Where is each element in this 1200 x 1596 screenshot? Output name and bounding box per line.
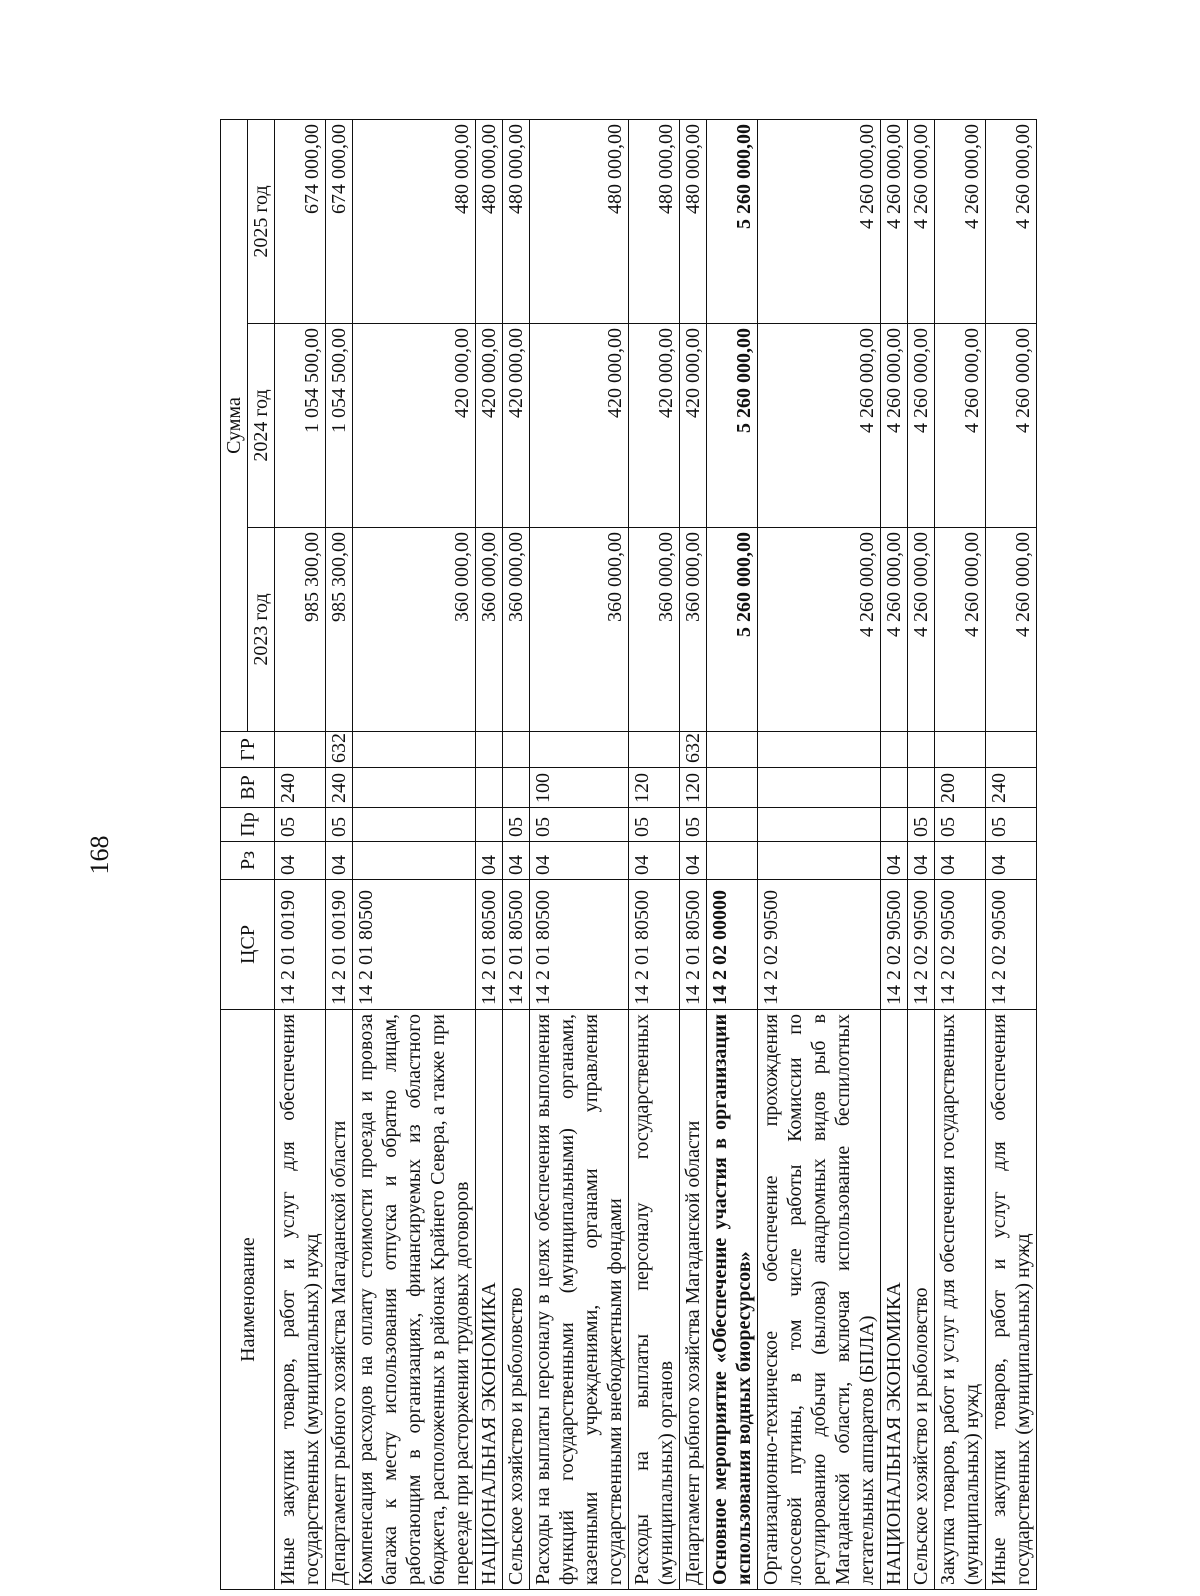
header-name: Наименование bbox=[221, 1010, 275, 1590]
page-number: 168 bbox=[85, 835, 114, 875]
cell-2025: 4 260 000,00 bbox=[986, 119, 1037, 323]
cell-2023: 4 260 000,00 bbox=[758, 528, 881, 732]
cell-pr bbox=[881, 808, 908, 842]
table-row bbox=[530, 119, 629, 1589]
cell-name: Департамент рыбного хозяйства Магаданской области bbox=[326, 1010, 353, 1590]
cell-2025: 480 000,00 bbox=[629, 119, 680, 323]
header-csr: ЦСР bbox=[221, 880, 275, 1010]
cell-rz: 04 bbox=[908, 842, 935, 880]
header-year-2025: 2025 год bbox=[248, 119, 275, 323]
cell-name: Организационно-техническое обеспечение прохождения лососевой путины, в том числе работы Комиссии по регулированию добычи (вылова) анадромных видов рыб в Магаданской области, включая использование беспилотных летательных аппаратов (БПЛА) bbox=[758, 1010, 881, 1590]
cell-pr: 05 bbox=[503, 808, 530, 842]
cell-rz: 04 bbox=[326, 842, 353, 880]
cell-2023: 360 000,00 bbox=[353, 528, 476, 732]
cell-2024: 4 260 000,00 bbox=[758, 324, 881, 528]
cell-csr: 14 2 01 80500 bbox=[476, 880, 503, 1010]
cell-csr: 14 2 01 00190 bbox=[326, 880, 353, 1010]
cell-gr bbox=[935, 732, 986, 768]
cell-vr bbox=[881, 768, 908, 808]
cell-csr: 14 2 01 80500 bbox=[503, 880, 530, 1010]
cell-2025: 4 260 000,00 bbox=[758, 119, 881, 323]
cell-csr: 14 2 02 00000 bbox=[707, 880, 758, 1010]
cell-2023: 4 260 000,00 bbox=[986, 528, 1037, 732]
cell-vr: 240 bbox=[275, 768, 326, 808]
cell-pr: 05 bbox=[275, 808, 326, 842]
table-row bbox=[758, 119, 881, 1589]
cell-2023: 360 000,00 bbox=[503, 528, 530, 732]
cell-2024: 420 000,00 bbox=[353, 324, 476, 528]
cell-rz: 04 bbox=[935, 842, 986, 880]
cell-name: Компенсация расходов на оплату стоимости проезда и провоза багажа к месту использования отпуска и обратно лицам, работающим в организациях, финансируемых из областного бюджета, расположенных в районах Крайнего Севера, а также при переезде при расторжении трудовых договоров bbox=[353, 1010, 476, 1590]
cell-csr: 14 2 01 80500 bbox=[530, 880, 629, 1010]
cell-name: НАЦИОНАЛЬНАЯ ЭКОНОМИКА bbox=[881, 1010, 908, 1590]
header-pr: Пр bbox=[221, 808, 275, 842]
cell-pr: 05 bbox=[629, 808, 680, 842]
header-year-2024: 2024 год bbox=[248, 324, 275, 528]
cell-pr bbox=[707, 808, 758, 842]
table-row bbox=[353, 119, 476, 1589]
cell-vr bbox=[758, 768, 881, 808]
cell-2023: 360 000,00 bbox=[530, 528, 629, 732]
cell-rz: 04 bbox=[275, 842, 326, 880]
table-row bbox=[908, 119, 935, 1589]
cell-2023: 985 300,00 bbox=[275, 528, 326, 732]
cell-pr: 05 bbox=[530, 808, 629, 842]
cell-2025: 4 260 000,00 bbox=[908, 119, 935, 323]
cell-rz: 04 bbox=[680, 842, 707, 880]
cell-2025: 674 000,00 bbox=[275, 119, 326, 323]
cell-2024: 420 000,00 bbox=[503, 324, 530, 528]
cell-2025: 480 000,00 bbox=[353, 119, 476, 323]
cell-rz: 04 bbox=[881, 842, 908, 880]
cell-2024: 1 054 500,00 bbox=[326, 324, 353, 528]
cell-pr: 05 bbox=[935, 808, 986, 842]
cell-gr bbox=[908, 732, 935, 768]
cell-2024: 420 000,00 bbox=[680, 324, 707, 528]
cell-2023: 5 260 000,00 bbox=[707, 528, 758, 732]
cell-csr: 14 2 02 90500 bbox=[986, 880, 1037, 1010]
header-vr: ВР bbox=[221, 768, 275, 808]
cell-gr bbox=[629, 732, 680, 768]
cell-2025: 674 000,00 bbox=[326, 119, 353, 323]
cell-name: НАЦИОНАЛЬНАЯ ЭКОНОМИКА bbox=[476, 1010, 503, 1590]
header-row-1 bbox=[221, 119, 248, 1589]
rotated-document bbox=[220, 120, 1110, 1590]
cell-pr: 05 bbox=[986, 808, 1037, 842]
cell-vr bbox=[476, 768, 503, 808]
cell-vr: 120 bbox=[680, 768, 707, 808]
cell-2023: 360 000,00 bbox=[476, 528, 503, 732]
cell-csr: 14 2 01 80500 bbox=[680, 880, 707, 1010]
cell-2025: 480 000,00 bbox=[530, 119, 629, 323]
cell-pr: 05 bbox=[908, 808, 935, 842]
cell-vr: 120 bbox=[629, 768, 680, 808]
cell-vr: 100 bbox=[530, 768, 629, 808]
cell-rz: 04 bbox=[530, 842, 629, 880]
cell-name: Расходы на выплаты персоналу государственных (муниципальных) органов bbox=[629, 1010, 680, 1590]
cell-pr bbox=[353, 808, 476, 842]
cell-2025: 480 000,00 bbox=[680, 119, 707, 323]
cell-gr bbox=[476, 732, 503, 768]
cell-2025: 480 000,00 bbox=[503, 119, 530, 323]
cell-name: Иные закупки товаров, работ и услуг для обеспечения государственных (муниципальных) нужд bbox=[275, 1010, 326, 1590]
cell-2023: 4 260 000,00 bbox=[881, 528, 908, 732]
cell-2024: 4 260 000,00 bbox=[935, 324, 986, 528]
cell-2023: 985 300,00 bbox=[326, 528, 353, 732]
cell-vr bbox=[707, 768, 758, 808]
header-rz: Рз bbox=[221, 842, 275, 880]
cell-2024: 4 260 000,00 bbox=[908, 324, 935, 528]
cell-gr bbox=[986, 732, 1037, 768]
table-row bbox=[326, 119, 353, 1589]
cell-pr: 05 bbox=[326, 808, 353, 842]
cell-csr: 14 2 02 90500 bbox=[881, 880, 908, 1010]
cell-2025: 4 260 000,00 bbox=[935, 119, 986, 323]
cell-2024: 4 260 000,00 bbox=[881, 324, 908, 528]
cell-name: Расходы на выплаты персоналу в целях обеспечения выполнения функций государственными (муниципальными) органами, казенными учреждениями, органами управления государственными внебюджетными фондами bbox=[530, 1010, 629, 1590]
cell-2023: 4 260 000,00 bbox=[908, 528, 935, 732]
cell-csr: 14 2 01 00190 bbox=[275, 880, 326, 1010]
table-row bbox=[707, 119, 758, 1589]
cell-2024: 4 260 000,00 bbox=[986, 324, 1037, 528]
cell-name: Закупка товаров, работ и услуг для обеспечения государственных (муниципальных) нужд bbox=[935, 1010, 986, 1590]
cell-2025: 4 260 000,00 bbox=[881, 119, 908, 323]
cell-gr bbox=[758, 732, 881, 768]
table-row bbox=[629, 119, 680, 1589]
cell-gr: 632 bbox=[680, 732, 707, 768]
cell-name: Основное мероприятие «Обеспечение участия в организации использования водных биоресурсов» bbox=[707, 1010, 758, 1590]
cell-csr: 14 2 01 80500 bbox=[629, 880, 680, 1010]
cell-name: Департамент рыбного хозяйства Магаданской области bbox=[680, 1010, 707, 1590]
cell-2024: 420 000,00 bbox=[476, 324, 503, 528]
cell-gr: 632 bbox=[326, 732, 353, 768]
cell-2023: 360 000,00 bbox=[629, 528, 680, 732]
table-row bbox=[986, 119, 1037, 1589]
cell-gr bbox=[707, 732, 758, 768]
cell-gr bbox=[881, 732, 908, 768]
cell-gr bbox=[275, 732, 326, 768]
table-row bbox=[881, 119, 908, 1589]
cell-2024: 420 000,00 bbox=[629, 324, 680, 528]
cell-rz: 04 bbox=[503, 842, 530, 880]
cell-2023: 4 260 000,00 bbox=[935, 528, 986, 732]
cell-rz: 04 bbox=[629, 842, 680, 880]
cell-vr: 200 bbox=[935, 768, 986, 808]
cell-2024: 420 000,00 bbox=[530, 324, 629, 528]
table-row bbox=[476, 119, 503, 1589]
header-sum: Сумма bbox=[221, 119, 248, 731]
cell-gr bbox=[353, 732, 476, 768]
cell-pr: 05 bbox=[680, 808, 707, 842]
cell-name: Иные закупки товаров, работ и услуг для обеспечения государственных (муниципальных) нужд bbox=[986, 1010, 1037, 1590]
cell-rz bbox=[758, 842, 881, 880]
cell-rz bbox=[353, 842, 476, 880]
cell-vr bbox=[353, 768, 476, 808]
cell-csr: 14 2 02 90500 bbox=[908, 880, 935, 1010]
cell-csr: 14 2 02 90500 bbox=[935, 880, 986, 1010]
cell-vr: 240 bbox=[326, 768, 353, 808]
table-body bbox=[275, 119, 1037, 1589]
cell-2025: 480 000,00 bbox=[476, 119, 503, 323]
budget-table bbox=[220, 119, 1037, 1590]
header-year-2023: 2023 год bbox=[248, 528, 275, 732]
header-gr: ГР bbox=[221, 732, 275, 768]
cell-vr bbox=[908, 768, 935, 808]
cell-pr bbox=[476, 808, 503, 842]
cell-2025: 5 260 000,00 bbox=[707, 119, 758, 323]
cell-2023: 360 000,00 bbox=[680, 528, 707, 732]
cell-rz: 04 bbox=[986, 842, 1037, 880]
cell-csr: 14 2 02 90500 bbox=[758, 880, 881, 1010]
table-row bbox=[503, 119, 530, 1589]
cell-vr: 240 bbox=[986, 768, 1037, 808]
cell-2024: 1 054 500,00 bbox=[275, 324, 326, 528]
cell-pr bbox=[758, 808, 881, 842]
cell-gr bbox=[530, 732, 629, 768]
table-row bbox=[935, 119, 986, 1589]
cell-csr: 14 2 01 80500 bbox=[353, 880, 476, 1010]
table-row bbox=[680, 119, 707, 1589]
cell-vr bbox=[503, 768, 530, 808]
cell-name: Сельское хозяйство и рыболовство bbox=[908, 1010, 935, 1590]
cell-2024: 5 260 000,00 bbox=[707, 324, 758, 528]
cell-rz bbox=[707, 842, 758, 880]
cell-name: Сельское хозяйство и рыболовство bbox=[503, 1010, 530, 1590]
cell-gr bbox=[503, 732, 530, 768]
table-row bbox=[275, 119, 326, 1589]
cell-rz: 04 bbox=[476, 842, 503, 880]
